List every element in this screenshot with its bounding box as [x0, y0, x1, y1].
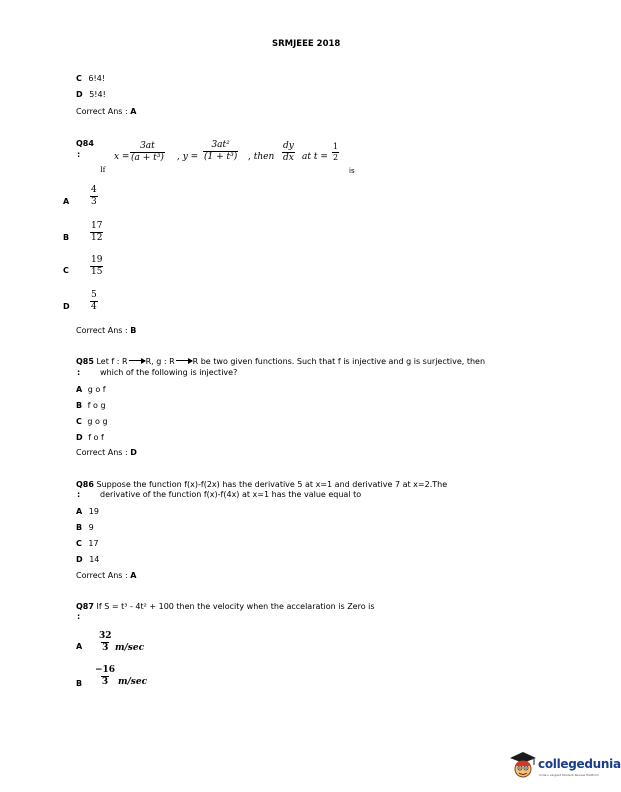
denominator: 12 [91, 233, 103, 243]
graduate-mascot-icon [508, 750, 538, 780]
option-b-fraction [90, 222, 103, 243]
text-part: Let f : R [96, 357, 128, 366]
t-numerator: 1 [333, 142, 339, 151]
correct-value: D [130, 448, 137, 457]
derivative-fraction [282, 142, 295, 163]
denominator: 4 [91, 302, 97, 312]
question-line-2: derivative of the function f(x)-f(4x) at x=1 has the value equal to [100, 490, 362, 499]
y-denominator: (1 + t³) [204, 152, 238, 162]
denominator: 15 [91, 267, 103, 277]
correct-answer [76, 107, 136, 116]
question-line-2: which of the following is injective? [100, 368, 238, 377]
option-letter-c: C [63, 266, 69, 275]
option-letter: D [76, 90, 83, 99]
question-colon: : [77, 368, 81, 377]
unit: m/sec [118, 677, 148, 687]
correct-value: B [130, 326, 137, 335]
option-a-fraction [90, 186, 98, 207]
x-fraction [130, 142, 165, 163]
option-a [76, 507, 99, 516]
option-letter: B [76, 523, 83, 532]
option-b [76, 401, 106, 410]
is-word: is [349, 167, 355, 175]
x-numerator: 3at [140, 141, 155, 151]
option-d [76, 433, 104, 442]
option-a-fraction [98, 632, 113, 653]
text-part: R, g : R [145, 357, 175, 366]
numerator: 17 [91, 221, 103, 231]
option-d-fraction [90, 291, 98, 312]
correct-label: Correct Ans : [76, 571, 131, 580]
correct-value: A [130, 571, 137, 580]
option-d [76, 555, 99, 564]
denominator: 3 [101, 677, 109, 687]
option-letter: A [76, 385, 83, 394]
option-text: f o g [87, 401, 106, 410]
question-colon: : [77, 150, 81, 159]
question-number: Q84 [76, 139, 94, 148]
t-fraction [332, 143, 339, 162]
option-letter: C [76, 417, 82, 426]
option-text: 19 [88, 507, 99, 516]
correct-answer [76, 448, 137, 457]
option-letter-b: B [76, 679, 83, 688]
correct-answer [76, 326, 136, 335]
at-t: at t = [302, 152, 328, 162]
question-line-1 [76, 480, 447, 489]
y-eq: , y = [177, 152, 199, 162]
question-number: Q86 [76, 480, 94, 489]
numerator: 4 [91, 185, 97, 195]
correct-label: Correct Ans : [76, 107, 131, 116]
correct-label: Correct Ans : [76, 448, 131, 457]
option-d [76, 90, 106, 99]
option-letter: D [76, 555, 83, 564]
option-letter: B [76, 401, 83, 410]
brand-name: collegedunia [538, 757, 621, 771]
option-letter: C [76, 539, 82, 548]
question-number: Q87 [76, 602, 94, 611]
option-b [76, 523, 94, 532]
x-eq: x = [114, 152, 130, 162]
option-letter: A [76, 507, 83, 516]
y-fraction [203, 141, 238, 162]
denominator: 3 [91, 197, 97, 207]
question-line-1 [76, 602, 375, 611]
option-letter-a: A [76, 642, 83, 651]
numerator: −16 [95, 665, 116, 675]
question-colon: : [77, 490, 81, 499]
option-text: 6!4! [88, 74, 106, 83]
brand-tagline: India's Largest Student Review Platform [539, 773, 599, 777]
correct-answer [76, 571, 136, 580]
dy: dy [283, 141, 294, 151]
numerator: 19 [91, 255, 103, 265]
x-denominator: (a + t³) [131, 153, 164, 163]
option-c [76, 417, 108, 426]
option-a [76, 385, 106, 394]
text-part: Suppose the function f(x)-f(2x) has the derivative 5 at x=1 and derivative 7 at x=2.The [96, 480, 448, 489]
option-letter-a: A [63, 197, 70, 206]
option-text: g o f [87, 385, 106, 394]
then-word: , then [248, 152, 275, 162]
dx: dx [283, 153, 294, 163]
question-colon: : [77, 612, 81, 621]
correct-value: A [130, 107, 137, 116]
option-text: 5!4! [89, 90, 106, 99]
denominator: 3 [102, 643, 109, 653]
option-c-fraction [90, 256, 103, 277]
y-numerator: 3at² [211, 140, 230, 150]
option-text: g o g [87, 417, 108, 426]
text-part: R be two given functions. Such that f is injective and g is surjective, then [192, 357, 486, 366]
question-number: Q85 [76, 357, 94, 366]
numerator: 5 [91, 290, 97, 300]
correct-label: Correct Ans : [76, 326, 131, 335]
option-letter-d: D [63, 302, 70, 311]
right-arrow-icon [176, 360, 192, 361]
question-line-1 [76, 357, 485, 366]
page-title: SRMJEEE 2018 [272, 39, 341, 49]
option-text: 14 [89, 555, 100, 564]
if-word: If [100, 166, 106, 174]
option-letter-b: B [63, 233, 70, 242]
collegedunia-logo [508, 748, 621, 784]
numerator: 32 [99, 631, 112, 641]
text-part: If S = t³ - 4t² + 100 then the velocity when the accelaration is Zero is [96, 602, 375, 611]
option-text: 9 [88, 523, 94, 532]
option-letter: C [76, 74, 82, 83]
option-text: f o f [88, 433, 104, 442]
option-c [76, 74, 105, 83]
right-arrow-icon [129, 360, 145, 361]
unit: m/sec [115, 643, 145, 653]
option-c [76, 539, 99, 548]
t-denominator: 2 [333, 153, 339, 162]
option-text: 17 [88, 539, 99, 548]
option-b-fraction [94, 666, 116, 687]
option-letter: D [76, 433, 83, 442]
